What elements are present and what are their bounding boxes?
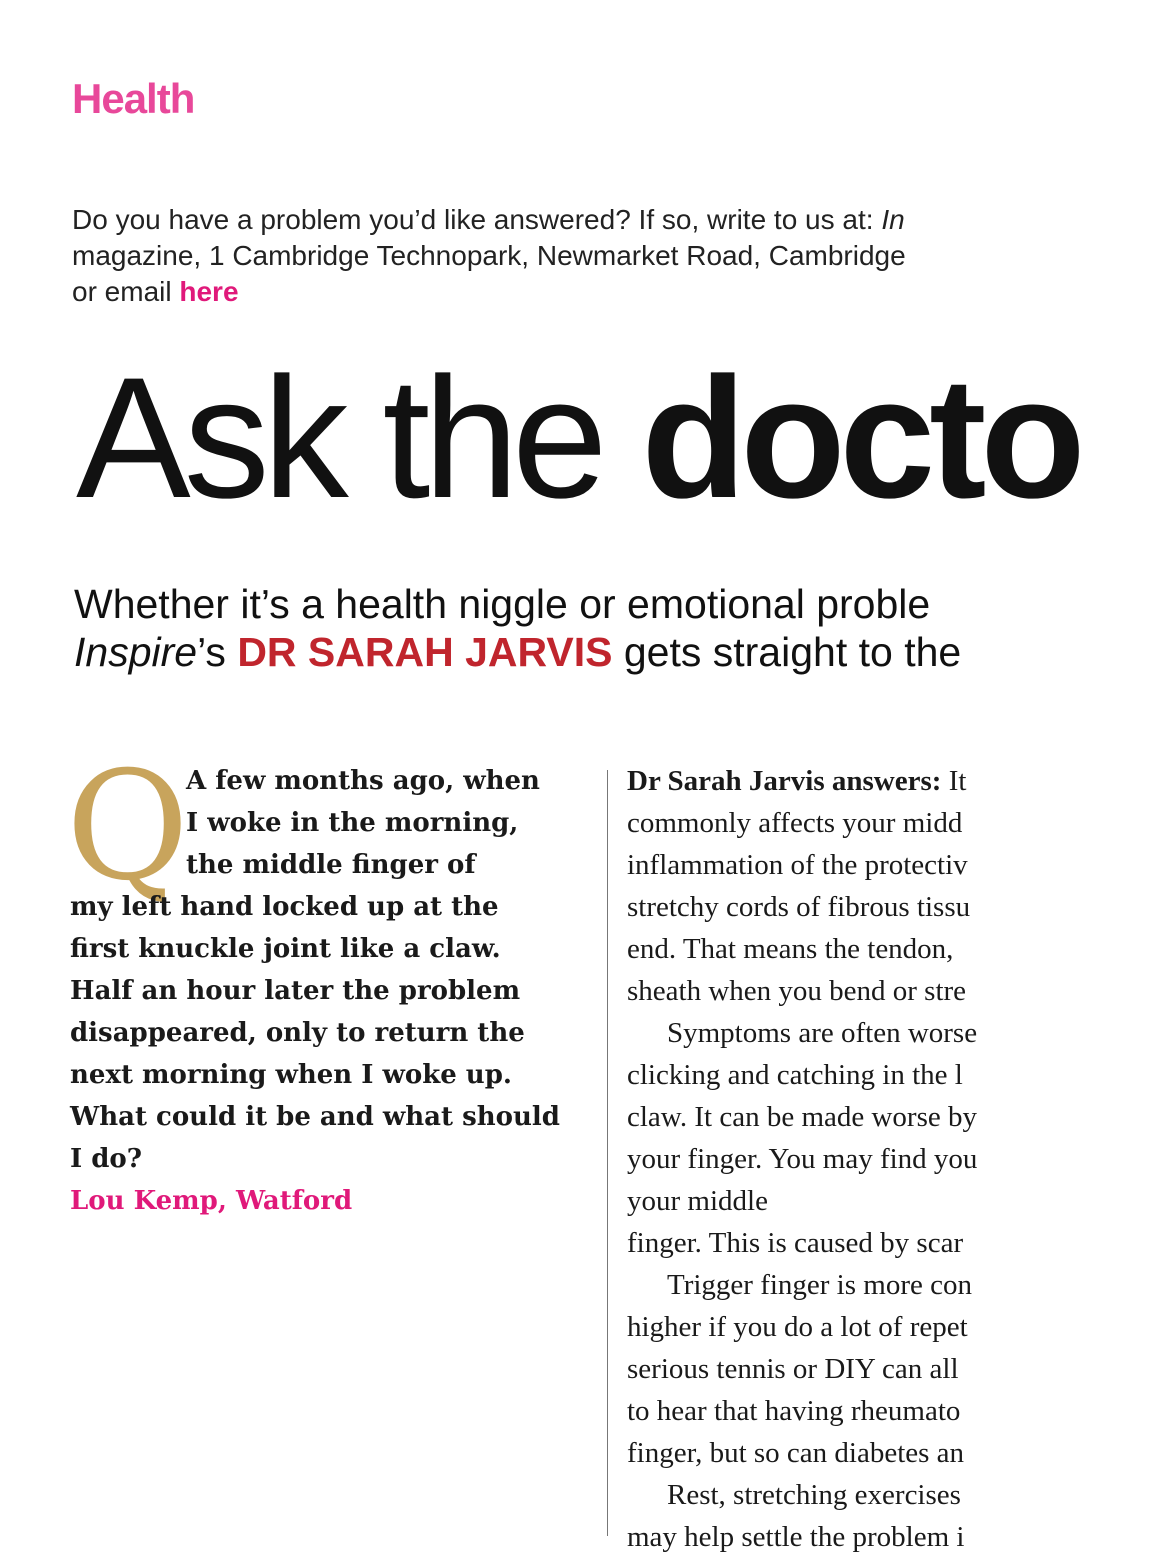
answer-line: higher if you do a lot of repet: [627, 1311, 968, 1343]
answer-lead: Dr Sarah Jarvis answers:: [627, 765, 942, 797]
doctor-name: DR SARAH JARVIS: [237, 629, 613, 675]
intro-text: [72, 202, 1172, 310]
question-line: Half an hour later the problem: [70, 976, 521, 1006]
question-line: A few months ago, when: [186, 766, 540, 796]
standfirst-line-2: Inspire’s DR SARAH JARVIS gets straight to the: [74, 629, 962, 675]
question-block: [70, 760, 570, 1180]
answer-line: finger, but so can diabetes an: [627, 1437, 965, 1469]
question-line: first knuckle joint like a claw.: [70, 934, 501, 964]
intro-line-3: or email here: [72, 276, 239, 307]
answer-line: end. That means the tendon,: [627, 933, 954, 965]
question-line: I do?: [70, 1144, 142, 1174]
answer-line: finger. This is caused by scar: [627, 1227, 964, 1259]
question-line: next morning when I woke up.: [70, 1060, 512, 1090]
answer-line: Dr Sarah Jarvis answers: It: [627, 765, 967, 797]
answer-line: Rest, stretching exercises: [667, 1479, 961, 1511]
answer-line: may help settle the problem i: [627, 1521, 965, 1553]
answer-line: to hear that having rheumato: [627, 1395, 961, 1427]
answer-line: claw. It can be made worse by: [627, 1101, 977, 1133]
question-signature: Lou Kemp, Watford: [70, 1186, 353, 1216]
answer-line: serious tennis or DIY can all: [627, 1353, 959, 1385]
answer-line: sheath when you bend or stre: [627, 975, 967, 1007]
question-line: disappeared, only to return the: [70, 1018, 525, 1048]
question-line: What could it be and what should: [70, 1102, 560, 1132]
answer-line: your middle: [627, 1185, 768, 1217]
standfirst: [74, 580, 961, 676]
question-line: I woke in the morning,: [186, 808, 519, 838]
section-tag: Health: [72, 75, 195, 122]
answer-line: Symptoms are often worse: [667, 1017, 978, 1049]
intro-line-1: Do you have a problem you’d like answered? If so, write to us at: In: [72, 204, 905, 235]
answer-line: inflammation of the protectiv: [627, 849, 968, 881]
answer-line: commonly affects your midd: [627, 807, 963, 839]
standfirst-line-1: Whether it’s a health niggle or emotional proble: [74, 581, 931, 627]
headline-bold: docto: [641, 342, 1080, 534]
question-line: my left hand locked up at the: [70, 892, 499, 922]
question-line: the middle finger of: [186, 850, 476, 880]
headline-light: Ask the: [76, 342, 642, 534]
email-link[interactable]: here: [179, 276, 239, 307]
intro-line-2: magazine, 1 Cambridge Technopark, Newmarket Road, Cambridge: [72, 240, 906, 271]
answer-column: [627, 760, 977, 1558]
answer-line: your finger. You may find you: [627, 1143, 978, 1175]
dropcap-q: Q: [66, 740, 189, 914]
answer-line: clicking and catching in the l: [627, 1059, 963, 1091]
answer-line: stretchy cords of fibrous tissu: [627, 891, 971, 923]
headline: [76, 342, 1080, 534]
column-divider: [607, 770, 608, 1536]
answer-line: Trigger finger is more con: [667, 1269, 972, 1301]
